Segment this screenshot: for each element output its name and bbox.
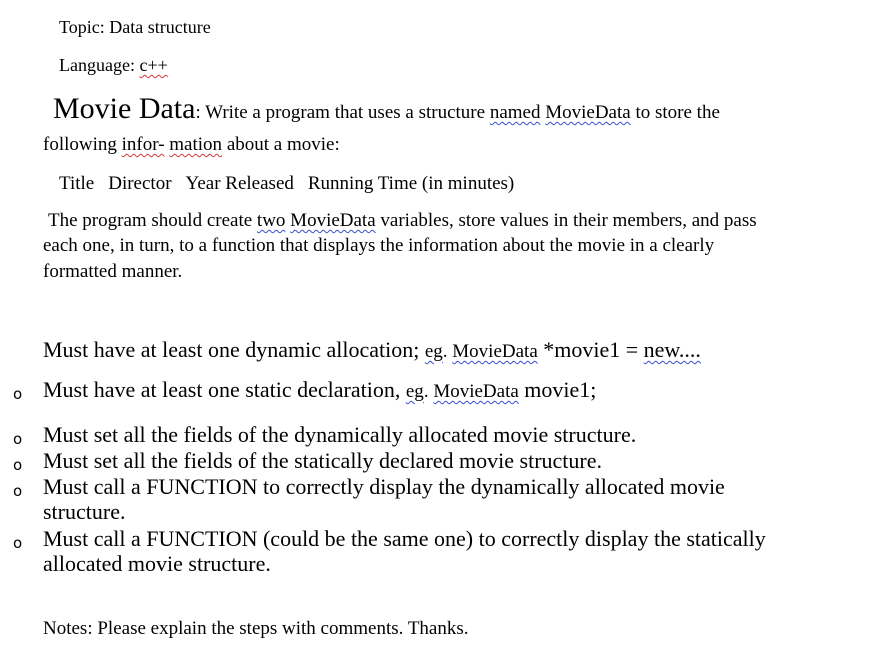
heading-colon: :: [195, 102, 201, 123]
desc-struct-name: MovieData: [290, 210, 376, 231]
req-item-3: Must call a FUNCTION to correctly display the dynamically allocated movie: [43, 474, 725, 499]
req-static-pre: Must have at least one static declaration,: [43, 377, 406, 402]
notes-line: Notes: Please explain the steps with comments. Thanks.: [43, 618, 469, 639]
intro-line-2: [43, 134, 340, 156]
bullet-static: o: [13, 385, 23, 403]
description-line-2: each one, in turn, to a function that displays the information about the movie in a clearly: [43, 235, 715, 256]
infor-word: infor-: [121, 134, 165, 155]
req-dynamic-type: MovieData: [452, 341, 538, 362]
req-dynamic-pre: Must have at least one dynamic allocation;: [43, 337, 425, 362]
intro-line2-pre: following: [43, 134, 122, 155]
req-item-4-cont: allocated movie structure.: [43, 551, 271, 576]
req-dynamic-dot: .: [442, 341, 448, 362]
field-list: [59, 173, 514, 195]
req-dynamic: [43, 337, 701, 363]
description-line-1: [48, 210, 757, 232]
req-dynamic-new: new: [643, 337, 679, 362]
bullet-4: o: [13, 534, 23, 552]
field-title: Title: [59, 173, 95, 194]
req-item-3-cont: structure.: [43, 499, 126, 524]
field-director: Director: [108, 173, 172, 194]
mation-word: mation: [169, 134, 223, 155]
req-item-1: Must set all the fields of the dynamically allocated movie structure.: [43, 422, 637, 447]
description-line-3: formatted manner.: [43, 261, 183, 282]
req-item-2: Must set all the fields of the statically declared movie structure.: [43, 448, 602, 473]
intro-line2-post: about a movie:: [222, 134, 340, 155]
heading-line: [53, 92, 720, 126]
named-word: named: [489, 102, 541, 123]
language-label: Language:: [59, 55, 140, 75]
desc-post: variables, store values in their members, and pass: [375, 210, 757, 231]
field-year: Year Released: [185, 173, 294, 194]
req-static-eg: eg: [405, 381, 424, 402]
language-line: [59, 55, 168, 76]
req-static-type: MovieData: [433, 381, 519, 402]
language-value: c++: [139, 55, 168, 75]
struct-name: MovieData: [545, 102, 631, 123]
intro-text-post: to store the: [630, 102, 720, 123]
req-dynamic-dots: ....: [678, 337, 701, 362]
req-item-4: Must call a FUNCTION (could be the same one) to correctly display the statically: [43, 526, 766, 551]
field-running-time: Running Time (in minutes): [307, 173, 515, 194]
page-title: Movie Data: [53, 92, 196, 125]
bullet-1: o: [13, 430, 23, 448]
req-static-post: movie1;: [518, 377, 597, 402]
req-static: [43, 377, 596, 403]
req-dynamic-mid: *movie1 =: [537, 337, 644, 362]
bullet-2: o: [13, 456, 23, 474]
req-static-dot: .: [423, 381, 429, 402]
topic-line: Topic: Data structure: [59, 17, 211, 37]
two-word: two: [256, 210, 286, 231]
desc-pre: The program should create: [48, 210, 257, 231]
req-dynamic-eg: eg: [424, 341, 443, 362]
bullet-3: o: [13, 482, 23, 500]
intro-text-pre: Write a program that uses a structure: [200, 102, 490, 123]
